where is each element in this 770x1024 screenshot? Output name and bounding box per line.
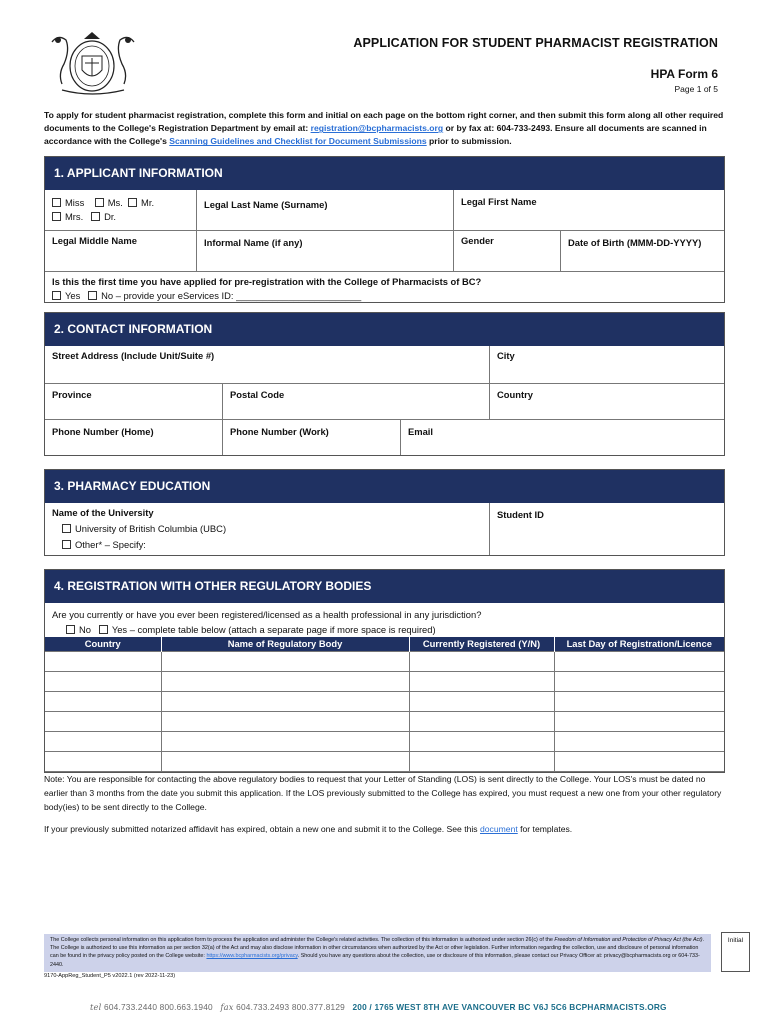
table-cell[interactable] xyxy=(161,711,409,731)
table-row xyxy=(45,731,724,751)
checkbox-other-university[interactable] xyxy=(62,540,71,549)
table-cell[interactable] xyxy=(409,751,554,771)
column-header-country: Country xyxy=(45,637,161,651)
checkbox-ms[interactable] xyxy=(95,198,104,207)
table-cell[interactable] xyxy=(45,651,161,671)
registration-question: Are you currently or have you ever been registered/licensed as a health professional in any jurisdiction? No Yes – complete table below (attach a separate page if more space is required) xyxy=(52,609,482,635)
table-cell[interactable] xyxy=(409,691,554,711)
checkbox-registered-no[interactable] xyxy=(66,625,75,634)
street-address-field[interactable]: Street Address (Include Unit/Suite #) xyxy=(52,350,215,361)
table-cell[interactable] xyxy=(554,671,724,691)
privacy-notice: The College collects personal information on this application form to process the application and administer the College's related activities. The collection of this information is authorized under section 26(c) of the Freedom of Information and Protection of Privacy Act (the Act). The College is authorized to use this information as per section 32(a) of the Act and may also disclose information in other circumstances when authorized by the Act or other legislation. Further information regarding the collection, use and disclosure of personal information can be found in the privacy policy posted on the College website: https://www.bcpharmacists.org/privacy. Should you have any questions about the collection, use or disclosure of this information, please contact our Privacy Officer at: privacy@bcpharmacists.org or 604-733-2440. xyxy=(44,934,711,972)
table-cell[interactable] xyxy=(161,751,409,771)
table-row xyxy=(45,651,724,671)
checkbox-miss[interactable] xyxy=(52,198,61,207)
first-name-field[interactable]: Legal First Name xyxy=(453,190,724,230)
initial-box[interactable]: Initial xyxy=(721,932,750,972)
form-code: 9170-AppReg_Student_P5 v2022.1 (rev 2022-11-23) xyxy=(44,973,176,979)
table-row xyxy=(45,711,724,731)
column-header-currently-registered: Currently Registered (Y/N) xyxy=(409,637,554,651)
checkbox-first-time-no[interactable] xyxy=(88,291,97,300)
regulatory-bodies-table xyxy=(45,637,724,772)
table-cell[interactable] xyxy=(409,671,554,691)
table-row xyxy=(45,751,724,771)
letter-of-standing-note: Note: You are responsible for contacting the above regulatory bodies to request that your Letter of Standing (LOS) is sent directly to the College. Your LOS's must be dated no earlier than 3 months from the date you submit this application. If the LOS previously submitted to the College has expired, you must request a new one from your other regulatory body(ies) to be sent directly to the College. xyxy=(44,774,722,812)
table-cell[interactable] xyxy=(409,731,554,751)
section-heading: 2. CONTACT INFORMATION xyxy=(45,313,724,346)
table-cell[interactable] xyxy=(554,651,724,671)
section-applicant-information xyxy=(44,156,725,303)
phone-home-field[interactable]: Phone Number (Home) xyxy=(52,426,154,437)
scanning-guidelines-link[interactable]: Scanning Guidelines and Checklist for Document Submissions xyxy=(169,136,427,147)
affidavit-document-link[interactable]: document xyxy=(480,824,518,834)
table-cell[interactable] xyxy=(554,751,724,771)
checkbox-registered-yes[interactable] xyxy=(99,625,108,634)
title-options: Miss Ms. Mr. Mrs. Dr. xyxy=(45,190,196,230)
table-cell[interactable] xyxy=(161,731,409,751)
table-cell[interactable] xyxy=(161,671,409,691)
table-cell[interactable] xyxy=(45,731,161,751)
section-heading: 3. PHARMACY EDUCATION xyxy=(45,470,724,503)
affidavit-note: If your previously submitted notarized affidavit has expired, obtain a new one and submit it to the College. See this document for templates. xyxy=(44,824,573,834)
table-cell[interactable] xyxy=(161,651,409,671)
section-regulatory-bodies xyxy=(44,569,725,773)
form-title: APPLICATION FOR STUDENT PHARMACIST REGISTRATION xyxy=(353,36,718,50)
table-cell[interactable] xyxy=(45,671,161,691)
column-header-last-day: Last Day of Registration/Licence xyxy=(554,637,724,651)
gender-field[interactable]: Gender xyxy=(453,231,560,271)
table-cell[interactable] xyxy=(45,751,161,771)
last-name-field[interactable]: Legal Last Name (Surname) xyxy=(196,190,453,230)
checkbox-first-time-yes[interactable] xyxy=(52,291,61,300)
middle-name-field[interactable]: Legal Middle Name xyxy=(52,235,137,246)
section-contact-information xyxy=(44,312,725,456)
table-cell[interactable] xyxy=(409,651,554,671)
form-number: HPA Form 6 xyxy=(650,67,718,81)
email-field[interactable]: Email xyxy=(400,420,724,455)
page-number: Page 1 of 5 xyxy=(674,84,718,94)
checkbox-dr[interactable] xyxy=(91,212,100,221)
intro-instructions: To apply for student pharmacist registration, complete this form and initial on each page on the bottom right corner, and then submit this form along all other required documents to the College's Registration Department by email at: registration@bcpharmacists.org or by fax at: 604-733-2493. Ensure all documents are scanned in accordance with the College's Scanning Guidelines and Checklist for Document Submissions prior to submission. xyxy=(44,110,724,147)
informal-name-field[interactable]: Informal Name (if any) xyxy=(196,231,453,271)
table-cell[interactable] xyxy=(554,711,724,731)
checkbox-ubc[interactable] xyxy=(62,524,71,533)
postal-code-field[interactable]: Postal Code xyxy=(222,384,489,419)
registration-email-link[interactable]: registration@bcpharmacists.org xyxy=(310,123,444,134)
province-field[interactable]: Province xyxy=(52,389,92,400)
country-field[interactable]: Country xyxy=(489,384,724,419)
footer-contact: tel 604.733.2440 800.663.1940 fax 604.733.2493 800.377.8129 200 / 1765 WEST 8TH AVE VANCOUVER BC V6J 5C6 BCPHARMACISTS.ORG xyxy=(90,1002,667,1012)
first-time-question: Is this the first time you have applied for pre-registration with the College of Pharmacists of BC? Yes No – provide your eServices ID: ________________________ xyxy=(52,276,482,301)
section-pharmacy-education xyxy=(44,469,725,556)
table-cell[interactable] xyxy=(554,731,724,751)
phone-work-field[interactable]: Phone Number (Work) xyxy=(222,420,400,455)
checkbox-mrs[interactable] xyxy=(52,212,61,221)
student-id-field[interactable]: Student ID xyxy=(489,503,724,555)
table-row xyxy=(45,691,724,711)
table-row xyxy=(45,671,724,691)
university-field: Name of the University University of British Columbia (UBC) Other* – Specify: xyxy=(52,507,227,550)
college-crest-logo xyxy=(44,30,142,98)
table-cell[interactable] xyxy=(45,711,161,731)
table-cell[interactable] xyxy=(45,691,161,711)
table-cell[interactable] xyxy=(554,691,724,711)
privacy-policy-link[interactable]: https://www.bcpharmacists.org/privacy xyxy=(206,953,298,960)
section-heading: 1. APPLICANT INFORMATION xyxy=(45,157,724,190)
table-cell[interactable] xyxy=(409,711,554,731)
column-header-regulatory-body: Name of Regulatory Body xyxy=(161,637,409,651)
table-cell[interactable] xyxy=(161,691,409,711)
section-heading: 4. REGISTRATION WITH OTHER REGULATORY BODIES xyxy=(45,570,724,603)
date-of-birth-field[interactable]: Date of Birth (MMM-DD-YYYY) xyxy=(560,231,724,271)
city-field[interactable]: City xyxy=(489,346,724,383)
checkbox-mr[interactable] xyxy=(128,198,137,207)
